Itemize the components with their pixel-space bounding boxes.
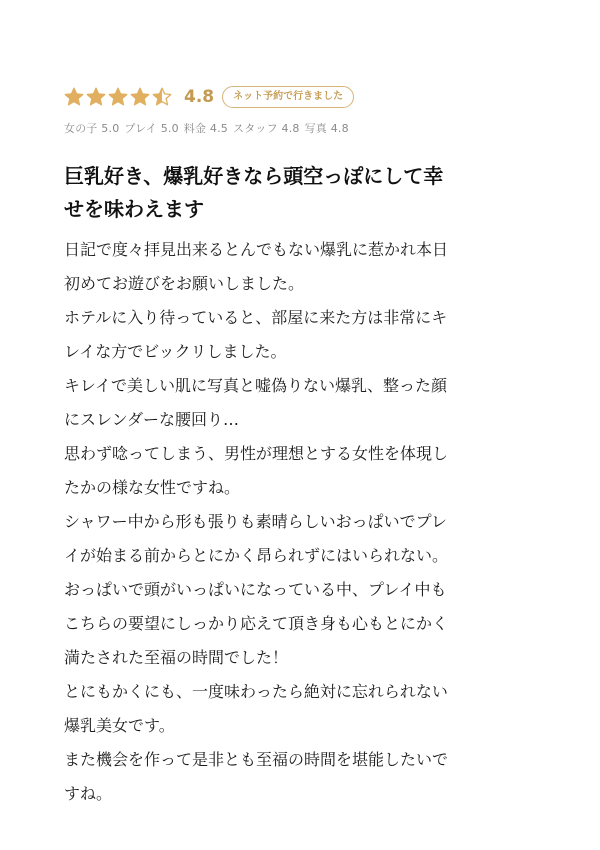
- sub-ratings: [64, 120, 544, 136]
- star-icon: [152, 87, 172, 107]
- sub-rating-play: プレイ 5.0: [124, 122, 179, 135]
- rating-row: [64, 82, 544, 112]
- review-card: [64, 82, 544, 812]
- review-body-line: 初めてお遊びをお願いしました。: [64, 274, 305, 293]
- review-body-line: レイな方でビックリしました。: [64, 342, 287, 361]
- review-body-line: シャワー中から形も張りも素晴らしいおっぱいでプレ: [64, 512, 448, 531]
- review-body-line: キレイで美しい肌に写真と嘘偽りない爆乳、整った顔: [64, 376, 448, 395]
- star-icon: [86, 87, 106, 107]
- review-body-line: イが始まる前からとにかく昂られずにはいられない。: [64, 546, 449, 565]
- review-body-line: 満たされた至福の時間でした！: [64, 648, 289, 667]
- overall-score: 4.8: [184, 87, 215, 107]
- review-title: [64, 160, 544, 226]
- review-body-line: 日記で度々拝見出来るとんでもない爆乳に惹かれ本日: [64, 240, 449, 259]
- review-title-line: 巨乳好き、爆乳好きなら頭空っぽにして幸: [64, 164, 444, 188]
- review-body-line: 思わず唸ってしまう、男性が理想とする女性を体現し: [64, 444, 449, 463]
- review-body-line: すね。: [64, 784, 113, 803]
- star-rating: [64, 87, 172, 107]
- star-icon: [64, 87, 84, 107]
- sub-rating-staff: スタッフ 4.8: [233, 122, 300, 135]
- review-body-line: たかの様な女性ですね。: [64, 478, 241, 497]
- review-body-line: とにもかくにも、一度味わったら絶対に忘れられない: [64, 682, 448, 701]
- review-body-line: にスレンダーな腰回り…: [64, 410, 239, 429]
- review-body-line: こちらの要望にしっかり応えて頂き身も心もとにかく: [64, 614, 449, 633]
- visit-type-badge: ネット予約で行きました: [222, 86, 354, 108]
- sub-rating-photo: 写真 4.8: [304, 122, 349, 135]
- review-body: [64, 234, 544, 810]
- review-body-line: 爆乳美女です。: [64, 716, 175, 735]
- star-icon: [130, 87, 150, 107]
- review-body-line: また機会を作って是非とも至福の時間を堪能したいで: [64, 750, 449, 769]
- review-body-line: ホテルに入り待っていると、部屋に来た方は非常にキ: [64, 308, 448, 327]
- star-icon: [108, 87, 128, 107]
- review-title-line: せを味わえます: [64, 197, 204, 221]
- review-body-line: おっぱいで頭がいっぱいになっている中、プレイ中も: [64, 580, 447, 599]
- sub-rating-price: 料金 4.5: [183, 122, 228, 135]
- sub-rating-girl: 女の子 5.0: [64, 122, 120, 135]
